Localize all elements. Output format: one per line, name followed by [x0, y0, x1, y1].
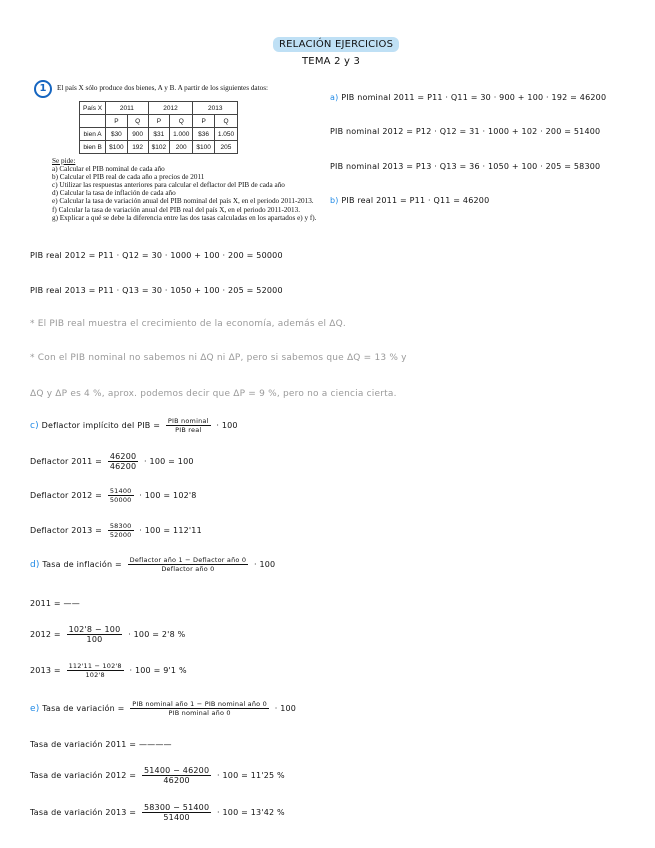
page-subtitle: TEMA 2 y 3: [302, 56, 361, 67]
denominator: 46200: [109, 462, 137, 471]
table-cell: 1.000: [170, 128, 193, 141]
formula-left: Deflactor 2013 =: [30, 526, 103, 535]
table-row: [80, 128, 238, 141]
inflation-2011: 2011 = ——: [30, 599, 80, 608]
label-a: a): [330, 93, 339, 102]
note-1: * El PIB real muestra el crecimiento de la economía, además el ΔQ.: [30, 319, 346, 329]
fraction: [128, 556, 249, 573]
variation-2011: Tasa de variación 2011 = ————: [30, 740, 172, 749]
formula-left: Tasa de variación 2013 =: [30, 808, 137, 817]
label-e: e): [30, 704, 40, 714]
table-subheader: P: [106, 115, 127, 128]
formula-right: · 100 = 13'42 %: [217, 808, 285, 817]
fraction: [108, 452, 138, 471]
fraction: [142, 766, 211, 785]
numerator: Deflactor año 1 − Deflactor año 0: [129, 556, 247, 564]
denominator: PIB real: [175, 426, 202, 434]
fraction: [108, 522, 134, 539]
formula-right: · 100 = 11'25 %: [217, 771, 285, 780]
question-item: d) Calcular la tasa de inflación de cada año: [52, 189, 176, 198]
formula-d: [30, 556, 275, 573]
note-2a: * Con el PIB nominal no sabemos ni ΔQ ni ΔP, pero si sabemos que ΔQ = 13 % y: [30, 353, 407, 363]
table-subheader: Q: [214, 115, 237, 128]
problem-number: 1: [34, 80, 52, 98]
table-row: [80, 141, 238, 154]
formula-left: 2013 =: [30, 666, 61, 675]
answer-text: PIB real 2011 = P11 · Q11 = 46200: [341, 196, 490, 205]
table-cell: 1.050: [214, 128, 237, 141]
fraction: [108, 487, 134, 504]
formula-left: Tasa de variación 2012 =: [30, 771, 137, 780]
table-subheader: Q: [127, 115, 148, 128]
denominator: 102'8: [85, 671, 105, 679]
question-item: e) Calcular la tasa de variación anual del PIB nominal del país X, en el periodo 2011-2013.: [52, 197, 314, 206]
formula-e: [30, 700, 296, 717]
fraction: [142, 803, 211, 822]
problem-intro: El país X sólo produce dos bienes, A y B. A partir de los siguientes datos:: [57, 84, 269, 92]
formula-left: Tasa de inflación =: [42, 560, 122, 569]
label-c: c): [30, 421, 39, 431]
numerator: 58300 − 51400: [143, 803, 210, 812]
answer-a1: [330, 93, 606, 102]
answer-a3: PIB nominal 2013 = P13 · Q13 = 36 · 1050 + 100 · 205 = 58300: [330, 162, 601, 171]
table-cell: 205: [214, 141, 237, 154]
question-item: c) Utilizar las respuestas anteriores para calcular el deflactor del PIB de cada año: [52, 181, 285, 190]
fraction: [67, 625, 123, 644]
row-label: bien B: [80, 141, 106, 154]
table-cell: 200: [170, 141, 193, 154]
table-subheader: Q: [170, 115, 193, 128]
numerator: 51400 − 46200: [143, 766, 210, 775]
se-pide-label: Se pide:: [52, 157, 76, 165]
numerator: 46200: [109, 452, 137, 461]
formula-right: · 100 = 112'11: [139, 526, 202, 535]
denominator: 51400: [163, 813, 190, 822]
label-d: d): [30, 560, 40, 570]
inflation-2012: [30, 625, 185, 644]
formula-right: · 100: [216, 421, 238, 430]
table-cell: $36: [193, 128, 214, 141]
numerator: 58300: [109, 522, 132, 530]
inflation-2013: [30, 662, 187, 679]
row-label: bien A: [80, 128, 106, 141]
formula-left: Deflactor 2011 =: [30, 457, 103, 466]
deflactor-2013: [30, 522, 202, 539]
page-title: RELACIÓN EJERCICIOS: [273, 37, 399, 52]
question-list: [52, 157, 316, 222]
table-cell: $102: [148, 141, 169, 154]
question-item: b) Calcular el PIB real de cada año a precios de 2011: [52, 173, 205, 182]
deflactor-2011: [30, 452, 194, 471]
denominator: 46200: [163, 776, 190, 785]
deflactor-2012: [30, 487, 197, 504]
numerator: 112'11 − 102'8: [68, 662, 122, 670]
formula-right: · 100: [253, 560, 276, 569]
variation-2012: [30, 766, 285, 785]
fraction: [67, 662, 124, 679]
formula-left: 2012 =: [30, 630, 61, 639]
answer-text: PIB nominal 2011 = P11 · Q11 = 30 · 900 + 100 · 192 = 46200: [341, 93, 607, 102]
answer-b2: PIB real 2012 = P11 · Q12 = 30 · 1000 + 100 · 200 = 50000: [30, 251, 283, 260]
label-b: b): [330, 196, 339, 205]
question-item: g) Explicar a qué se debe la diferencia entre las dos tasas calculadas en los apartados e) y f).: [52, 213, 317, 222]
table-subheader: P: [148, 115, 169, 128]
table-year: 2012: [148, 102, 193, 115]
table-cell: $100: [106, 141, 127, 154]
numerator: 51400: [109, 487, 132, 495]
question-item: f) Calcular la tasa de variación anual del PIB real del país X, en el periodo 2011-2013.: [52, 205, 301, 214]
table-cell: 900: [127, 128, 148, 141]
table-year: 2013: [193, 102, 238, 115]
formula-c: [30, 417, 238, 434]
note-2b: ΔQ y ΔP es 4 %, aprox. podemos decir que ΔP = 9 %, pero no a ciencia cierta.: [30, 389, 397, 399]
formula-left: Deflactor 2012 =: [30, 491, 103, 500]
denominator: PIB nominal año 0: [168, 709, 231, 717]
answer-a2: PIB nominal 2012 = P12 · Q12 = 31 · 1000 + 102 · 200 = 51400: [330, 127, 601, 136]
denominator: Deflactor año 0: [161, 565, 215, 573]
table-cell: [80, 115, 106, 128]
fraction: [130, 700, 269, 717]
variation-2013: [30, 803, 285, 822]
formula-right: · 100: [274, 704, 297, 713]
table-year: 2011: [106, 102, 148, 115]
formula-left: Deflactor implícito del PIB =: [41, 421, 161, 430]
denominator: 50000: [109, 496, 132, 504]
table-corner: País X: [80, 102, 106, 115]
table-cell: $30: [106, 128, 127, 141]
answer-b3: PIB real 2013 = P11 · Q13 = 30 · 1050 + 100 · 205 = 52000: [30, 286, 283, 295]
denominator: 52000: [109, 531, 132, 539]
data-table: [79, 101, 238, 154]
numerator: 102'8 − 100: [68, 625, 121, 634]
question-item: a) Calcular el PIB nominal de cada año: [52, 165, 165, 174]
formula-right: · 100 = 2'8 %: [128, 630, 186, 639]
table-subheader: P: [193, 115, 214, 128]
formula-left: Tasa de variación =: [42, 704, 125, 713]
denominator: 100: [86, 635, 103, 644]
table-cell: $31: [148, 128, 169, 141]
table-cell: $100: [193, 141, 214, 154]
numerator: PIB nominal año 1 − PIB nominal año 0: [132, 700, 267, 708]
answer-b1: [330, 196, 489, 205]
formula-right: · 100 = 100: [144, 457, 194, 466]
formula-right: · 100 = 9'1 %: [129, 666, 187, 675]
fraction: [166, 417, 211, 434]
formula-right: · 100 = 102'8: [139, 491, 197, 500]
numerator: PIB nominal: [167, 417, 209, 425]
table-cell: 192: [127, 141, 148, 154]
